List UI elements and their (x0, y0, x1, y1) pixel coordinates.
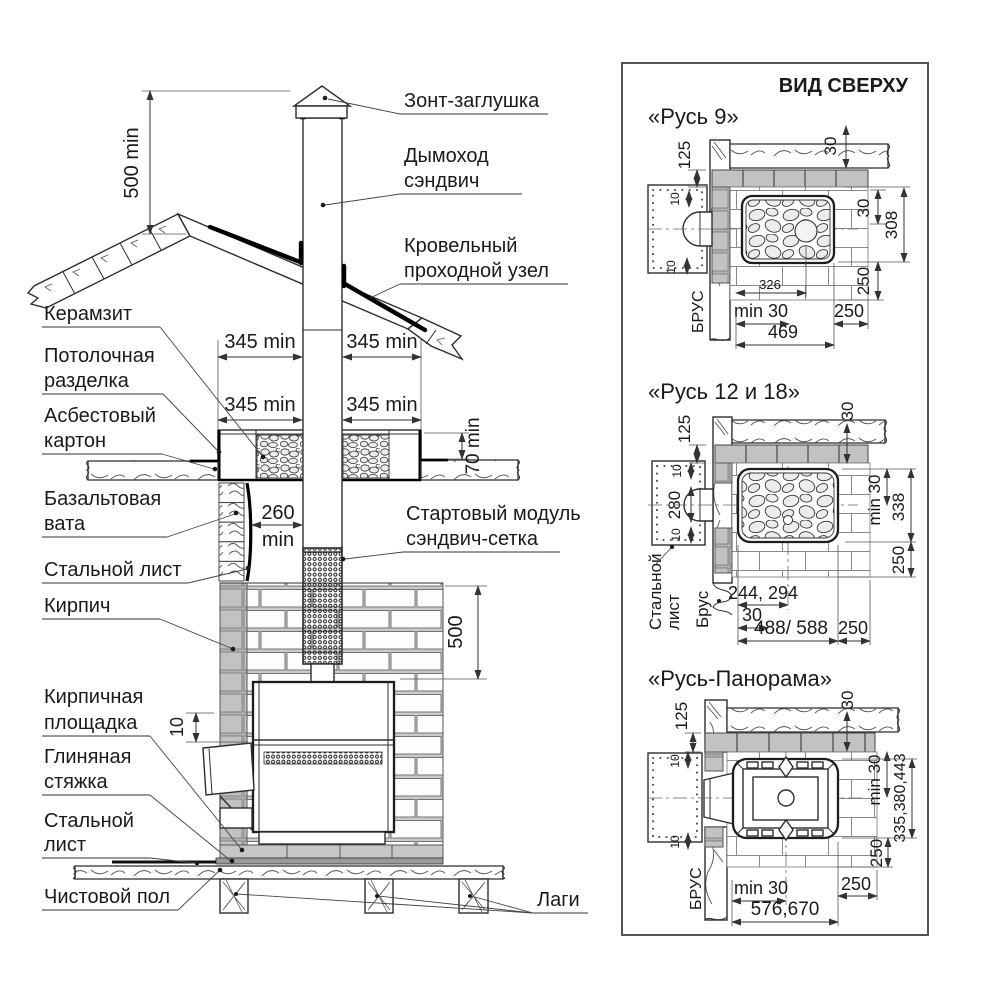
rus12-dim-10-upper: 10 (670, 464, 684, 478)
panorama-dim-min30-bottom: min 30 (733, 878, 789, 898)
rus9-dim-125: 125 (675, 140, 694, 170)
panel-title: ВИД СВЕРХУ (778, 75, 908, 97)
stove-mesh-band (264, 752, 382, 764)
label-potolochnaya-2: разделка (44, 370, 129, 392)
pipe-connector (311, 664, 334, 683)
dim-260-text: 260 (261, 502, 295, 524)
panorama-dim-250-right: 250 (867, 838, 886, 868)
dim-345-r2-right: 345 min (346, 394, 418, 416)
label-stal-2: лист (44, 834, 87, 856)
stove-base (259, 832, 385, 844)
rus12-title: «Русь 12 и 18» (648, 379, 800, 404)
panorama-dim-min30-right: min 30 (865, 754, 884, 806)
dim-345-r2-left: 345 min (224, 394, 296, 416)
panorama-dim-30-top: 30 (838, 690, 857, 710)
brick-column-gray (220, 583, 247, 845)
label-potolochnaya-1: Потолочная (44, 345, 155, 367)
dim-345-r1-left: 345 min (224, 331, 296, 353)
rus12-steel-label-2: лист (664, 594, 683, 630)
panorama-stove (733, 757, 838, 840)
rus9-dim-469: 469 (767, 322, 799, 342)
label-stal-1: Стальной (44, 810, 134, 832)
brick-platform (220, 845, 443, 858)
label-chistovoy-pol: Чистовой пол (44, 886, 170, 908)
label-dymohod-2: сэндвич (404, 170, 480, 192)
rus9-dim-10-upper: 10 (668, 192, 682, 206)
dim-345-r1-right: 345 min (346, 331, 418, 353)
rus9-brus-label: БРУС (690, 290, 707, 333)
rus12-masonry-row (715, 445, 868, 463)
start-module-mesh (303, 548, 342, 664)
rus12-steel-label-1: Стальной (646, 553, 665, 630)
rus12-plank (732, 420, 885, 443)
panorama-plank (727, 708, 898, 732)
keramzit-fill-right (343, 435, 389, 478)
label-kirpichnaya-2: площадка (44, 712, 138, 734)
label-krovelny-1: Кровельный (404, 235, 518, 257)
panorama-dim-10-upper: 10 (668, 754, 682, 768)
rus12-dim-244-294: 244, 294 (727, 583, 799, 603)
label-bazalt-1: Базальтовая (44, 488, 162, 510)
rus12-dim-488-588: 488/ 588 (754, 618, 828, 639)
rus12-dim-250-bottom: 250 (837, 618, 869, 638)
label-stalnoy-list: Стальной лист (44, 559, 182, 581)
panorama-brus-label: БРУС (688, 867, 705, 910)
label-keramzit: Керамзит (44, 303, 133, 325)
dim-70min-text: 70 min (463, 417, 484, 475)
rus9-title: «Русь 9» (648, 104, 739, 129)
rus9-dim-min30: min 30 (733, 301, 789, 321)
rus9-dim-10-lower: 10 (664, 260, 678, 274)
panorama-dim-335-380-443: 335,380,443 (892, 753, 909, 843)
rus12-dim-125: 125 (675, 414, 694, 444)
panorama-dim-576-670: 576,670 (750, 899, 820, 920)
label-kirpichnaya-1: Кирпичная (44, 686, 144, 708)
label-start-1: Стартовый модуль (406, 503, 581, 525)
dim-260-min-text: min (261, 529, 295, 551)
panorama-dim-10-lower: 10 (668, 835, 682, 849)
rus9-dim-326: 326 (759, 277, 781, 292)
rus12-dim-10-lower: 10 (669, 528, 683, 542)
rus12-dim-min30: min 30 (865, 474, 884, 526)
rus9-dim-250-bottom: 250 (833, 301, 865, 321)
rus9-masonry-row (712, 170, 868, 187)
label-asbest-1: Асбестовый (44, 405, 156, 427)
panorama-dim-125: 125 (672, 701, 691, 731)
label-bazalt-2: вата (44, 513, 86, 535)
rus12-dim-30-bottom: 30 (741, 605, 763, 625)
top-view-panel (622, 63, 928, 935)
label-glina-1: Глиняная (44, 746, 132, 768)
label-asbest-2: картон (44, 430, 107, 452)
rus12-brus-label: Брус (693, 590, 712, 628)
stove-step (220, 808, 252, 828)
dim-500-text: 500 (445, 615, 467, 649)
rus9-dim-30-top: 30 (821, 136, 840, 156)
rus12-dim-338: 338 (889, 492, 908, 522)
clay-screed (216, 858, 443, 864)
label-dymohod-1: Дымоход (404, 145, 489, 167)
label-kirpich: Кирпич (44, 595, 111, 617)
dim-500min-text: 500 min (121, 127, 143, 199)
panorama-masonry-row (705, 733, 875, 752)
label-start-2: сэндвич-сетка (406, 528, 538, 550)
label-zont: Зонт-заглушка (404, 90, 540, 112)
finished-floor-plank (75, 866, 503, 879)
label-krovelny-2: проходной узел (404, 260, 549, 282)
panorama-dim-250-bottom: 250 (840, 874, 872, 894)
rus9-plank (730, 144, 888, 168)
rus9-gray-column (712, 187, 730, 283)
rus9-dim-250-right: 250 (854, 266, 873, 296)
rus12-dim-250-right: 250 (889, 545, 908, 575)
rus12-dim-280: 280 (665, 490, 684, 520)
rus9-dim-308: 308 (882, 210, 901, 240)
label-glina-2: стяжка (44, 771, 108, 793)
ceiling-plank-left (88, 461, 218, 480)
dim-10-text: 10 (167, 716, 187, 738)
rus9-dim-30-right: 30 (854, 198, 873, 218)
rus12-dim-30-top: 30 (838, 401, 857, 421)
label-lagi: Лаги (537, 889, 580, 911)
panorama-title: «Русь-Панорама» (648, 666, 832, 691)
